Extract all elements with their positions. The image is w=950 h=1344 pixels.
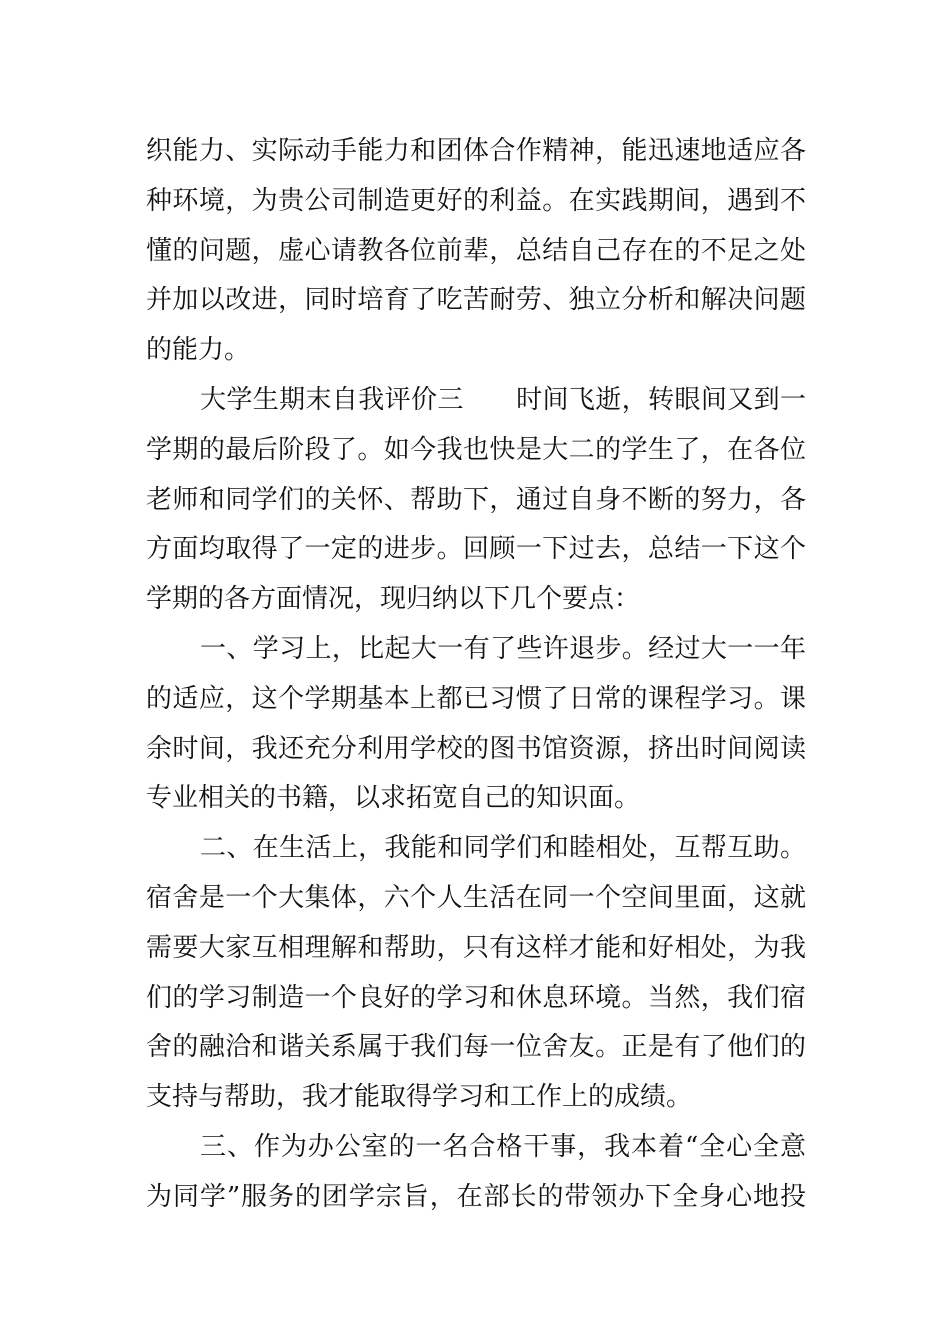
text-line: 方面均取得了一定的进步。回顾一下过去，总结一下这个 — [146, 534, 806, 565]
text-line: 宿舍是一个大集体，六个人生活在同一个空间里面，这就 — [146, 882, 806, 913]
text-run: 时间飞逝，转眼间又到一 — [515, 384, 806, 415]
text-line: 的适应，这个学期基本上都已习惯了日常的课程学习。课 — [146, 683, 806, 714]
text-line: 们的学习制造一个良好的学习和休息环境。当然，我们宿 — [146, 982, 806, 1013]
document-body — [146, 127, 806, 1223]
text-line: 支持与帮助，我才能取得学习和工作上的成绩。 — [146, 1082, 693, 1113]
text-line: 为同学”服务的团学宗旨，在部长的带领办下全身心地投 — [146, 1181, 806, 1212]
text-line: 学期的最后阶段了。如今我也快是大二的学生了，在各位 — [146, 434, 806, 465]
section-heading-line — [146, 376, 806, 426]
text-line: 的能力。 — [146, 335, 251, 366]
text-line: 专业相关的书籍，以求拓宽自己的知识面。 — [146, 783, 641, 814]
text-line: 并加以改进，同时培育了吃苦耐劳、独立分析和解决问题 — [146, 285, 806, 316]
paragraph-start-line: 二、在生活上，我能和同学们和睦相处，互帮互助。 — [200, 833, 806, 864]
text-line: 舍的融洽和谐关系属于我们每一位舍友。正是有了他们的 — [146, 1032, 806, 1063]
text-line: 种环境，为贵公司制造更好的利益。在实践期间，遇到不 — [146, 185, 806, 216]
text-line: 懂的问题，虚心请教各位前辈，总结自己存在的不足之处 — [146, 235, 806, 266]
text-line: 需要大家互相理解和帮助，只有这样才能和好相处，为我 — [146, 932, 806, 963]
paragraph-start-line: 一、学习上，比起大一有了些许退步。经过大一一年 — [200, 633, 806, 664]
text-line: 老师和同学们的关怀、帮助下，通过自身不断的努力，各 — [146, 484, 806, 515]
text-line: 织能力、实际动手能力和团体合作精神，能迅速地适应各 — [146, 136, 806, 166]
section-heading: 大学生期末自我评价三 — [200, 384, 464, 415]
text-line: 学期的各方面情况，现归纳以下几个要点： — [146, 584, 641, 615]
paragraph-start-line: 三、作为办公室的一名合格干事，我本着“全心全意 — [200, 1131, 806, 1162]
text-line: 余时间，我还充分利用学校的图书馆资源，挤出时间阅读 — [146, 733, 806, 764]
